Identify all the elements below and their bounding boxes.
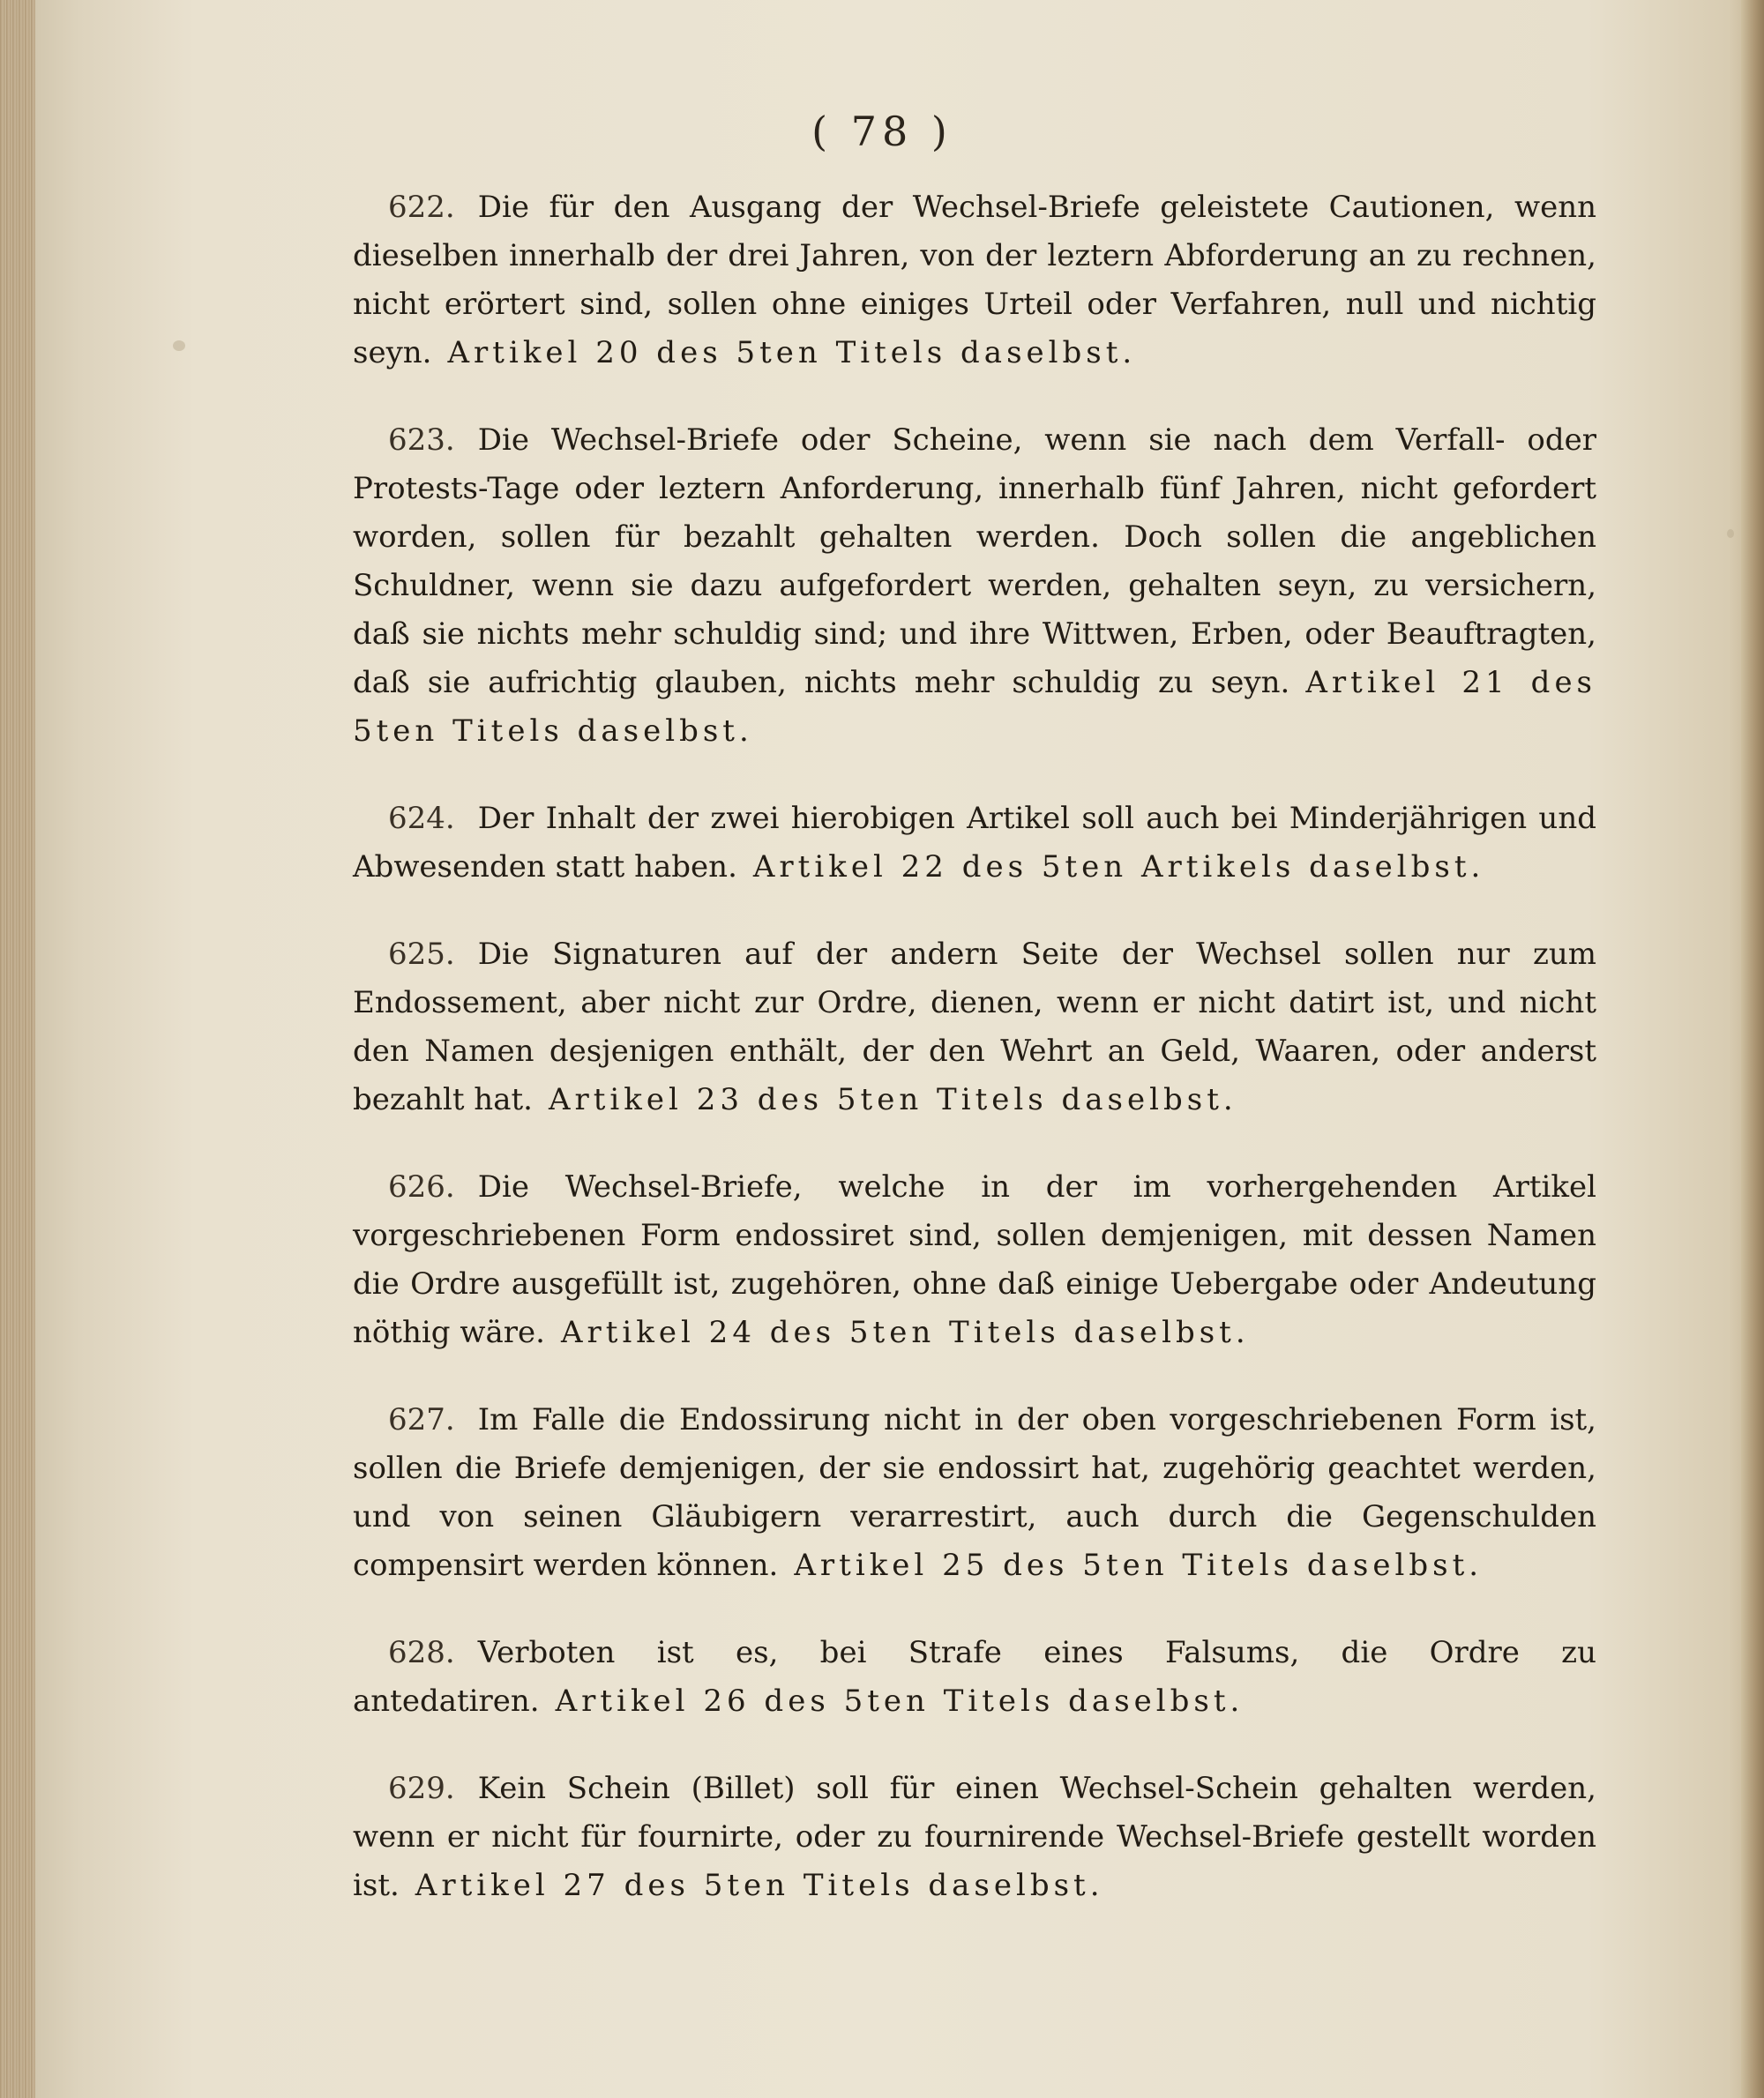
article-627 <box>353 1396 1596 1590</box>
paper-spot <box>173 340 185 351</box>
article-number: 626. <box>388 1169 455 1205</box>
article-reference: Artikel 26 des 5ten Titels daselbst. <box>555 1684 1245 1719</box>
article-text: Der Inhalt der zwei hierobigen Artikel soll auch bei Minderjährigen und Abwesenden statt haben. <box>353 801 1596 885</box>
article-number: 622. <box>388 190 455 225</box>
paper-spot <box>1727 529 1734 538</box>
article-number: 623. <box>388 422 455 458</box>
article-number: 627. <box>388 1402 455 1437</box>
right-page-edges <box>1741 0 1764 2098</box>
article-number: 624. <box>388 801 455 836</box>
article-628 <box>353 1629 1596 1726</box>
article-text: Die Wechsel-Briefe, welche in der im vorhergehenden Artikel vorgeschriebenen Form endossiret sind, sollen demjenigen, mit dessen Namen die Ordre ausgefüllt ist, zugehören, ohne daß einige Uebergabe oder Andeutung nöthig wäre. <box>353 1169 1596 1350</box>
article-622 <box>353 183 1596 377</box>
article-reference: Artikel 22 des 5ten Artikels daselbst. <box>752 849 1485 885</box>
article-text: Kein Schein (Billet) soll für einen Wechsel-Schein gehalten werden, wenn er nicht für fournirte, oder zu fournirende Wechsel-Briefe gestellt worden ist. <box>353 1771 1596 1903</box>
page-number: ( 78 ) <box>811 108 953 155</box>
article-text: Im Falle die Endossirung nicht in der oben vorgeschriebenen Form ist, sollen die Briefe demjenigen, der sie endossirt hat, zugehörig geachtet werden, und von seinen Gläubigern verarrestirt, auch durch die Gegenschulden compensirt werden können. <box>353 1402 1596 1583</box>
article-number: 629. <box>388 1771 455 1806</box>
article-629 <box>353 1765 1596 1910</box>
article-623 <box>353 416 1596 756</box>
left-page-edges <box>0 0 35 2098</box>
article-text: Verboten ist es, bei Strafe eines Falsums, die Ordre zu antedatiren. <box>353 1635 1596 1719</box>
article-list <box>353 183 1596 1949</box>
article-reference: Artikel 21 des 5ten Titels daselbst. <box>353 665 1597 749</box>
article-624 <box>353 795 1596 892</box>
article-text: Die Wechsel-Briefe oder Scheine, wenn sie nach dem Verfall- oder Protests-Tage oder leztern Anforderung, innerhalb fünf Jahren, nicht gefordert worden, sollen für bezahlt gehalten werden. Doch sollen die angeblichen Schuldner, wenn sie dazu aufgefordert werden, gehalten seyn, zu versichern, daß sie nichts mehr schuldig sind; und ihre Wittwen, Erben, oder Beauftragten, daß sie aufrichtig glauben, nichts mehr schuldig zu seyn. <box>353 422 1596 700</box>
article-625 <box>353 930 1596 1124</box>
article-reference: Artikel 23 des 5ten Titels daselbst. <box>548 1082 1237 1117</box>
article-text: Die für den Ausgang der Wechsel-Briefe geleistete Cautionen, wenn dieselben innerhalb der drei Jahren, von der leztern Abforderung an zu rechnen, nicht erörtert sind, sollen ohne einiges Urteil oder Verfahren, null und nichtig seyn. <box>353 190 1596 370</box>
article-reference: Artikel 27 des 5ten Titels daselbst. <box>415 1868 1104 1903</box>
article-number: 625. <box>388 937 455 972</box>
article-reference: Artikel 20 des 5ten Titels daselbst. <box>447 335 1137 370</box>
article-reference: Artikel 25 des 5ten Titels daselbst. <box>794 1548 1484 1583</box>
article-626 <box>353 1163 1596 1357</box>
article-reference: Artikel 24 des 5ten Titels daselbst. <box>560 1315 1250 1350</box>
article-text: Die Signaturen auf der andern Seite der Wechsel sollen nur zum Endossement, aber nicht zur Ordre, dienen, wenn er nicht datirt ist, und nicht den Namen desjenigen enthält, der den Wehrt an Geld, Waaren, oder anderst bezahlt hat. <box>353 937 1596 1117</box>
article-number: 628. <box>388 1635 455 1670</box>
